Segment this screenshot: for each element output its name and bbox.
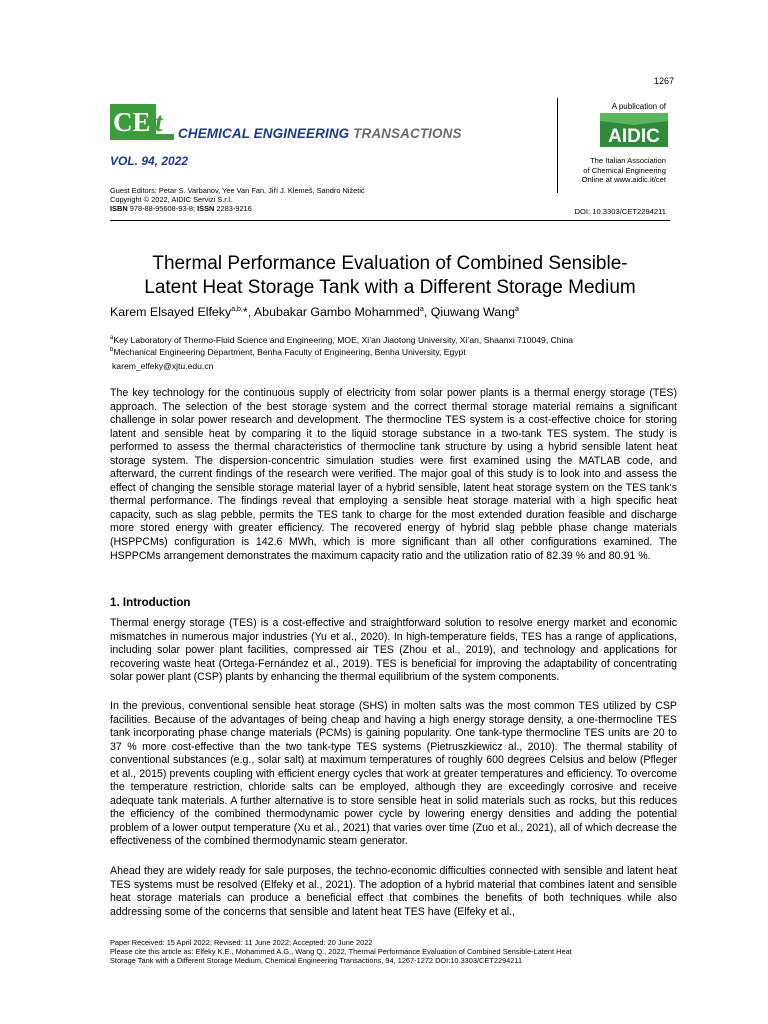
aidic-description (582, 156, 666, 185)
isbn-issn (110, 204, 365, 213)
paper-title-line: Thermal Performance Evaluation of Combined Sensible- (152, 253, 628, 274)
affiliation-marker: b (110, 347, 114, 354)
author-name: Qiuwang Wang (430, 305, 515, 319)
affiliation-text: Key Laboratory of Thermo-Fluid Science and Engineering, MOE, Xi’an Jiaotong University, Xi’an, Shaanxi 710049, China (113, 335, 574, 345)
publication-of-label: A publication of (611, 102, 666, 111)
affiliation-text: Mechanical Engineering Department, Benha Faculty of Engineering, Benha University, Egypt (113, 347, 466, 357)
copyright: Copyright © 2022, AIDIC Servizi S.r.l. (110, 195, 233, 205)
author-separator: , (247, 305, 254, 319)
author-affiliation-marker: a (419, 305, 424, 313)
isbn-value: 978-88-95608-93-8; (127, 204, 198, 214)
header-horizontal-divider (110, 220, 670, 221)
affiliation-marker: a (110, 335, 114, 342)
issn-label: ISSN (197, 204, 215, 214)
header-vertical-divider (557, 98, 558, 193)
aidic-logo-text: AIDIC (608, 126, 660, 147)
affiliation-a (110, 335, 573, 345)
abstract-text: The key technology for the continuous supply of electricity from solar power plants is a thermal energy storage (TES) approach. The selection of the best storage system and the correct thermal storage material remains a significant challenge in solar power research and development. The thermocline TES system is a cost-effective choice for storing latent and sensible heat by comparing it to the liquid storage substance in a two-tank TES system. The study is performed to assess the thermal characteristics of thermocline tank structure by using a hybrid sensible latent heat storage system. The dispersion-concentric simulation studies were first examined using the MATLAB code, and afterward, the current findings of the research were verified. The major goal of this study is to look into and assess the effect of changing the sensible storage material layer of a hybrid sensible, latent heat storage system on the TES tank's thermal performance. The findings reveal that employing a sensible heat storage material with a high specific heat capacity, such as slag pebble, permits the TES tank to charge for the most extended duration feasible and discharge more stored energy with greater efficiency. The recovered energy of hybrid slag pebble phase change materials (HSPPCMs) configuration is 142.6 MWh, which is more significant than all other configurations examined. The HSPPCMs arrangement demonstrates the maximum capacity ratio and the utilization ratio of 82.39 % and 80.91 %. (110, 387, 677, 562)
citation-line: Please cite this article as: Elfeky K.E., Mohammed A.G., Wang Q., 2022, Thermal Performance Evaluation of Combined Sensible-Latent Heat (110, 947, 572, 957)
journal-title-second: TRANSACTIONS (353, 126, 462, 141)
issn-value: 2283-9216 (214, 204, 252, 214)
footer (110, 938, 680, 966)
svg-text:t: t (155, 107, 163, 137)
paper-title-line: Latent Heat Storage Tank with a Different Storage Medium (144, 277, 636, 298)
body-paragraph: In the previous, conventional sensible heat storage (SHS) in molten salts was the most common TES utilized by CSP facilities. Because of the advantages of being cheap and having a high energy storage density, a one-thermocline TES tank incorporating phase change materials (PCMs) is gaining popularity. One tank-type thermocline TES units are 20 to 37 % more cost-effective than the two tank-type TES systems (Pietruszkiewicz al., 2010). The thermal stability of conventional substances (e.g., solar salt) at maximum temperatures of roughly 600 degrees Celsius and below (Pfleger et al., 2015) prevents coupling with efficient energy cycles that work at greater temperatures and efficiency. To overcome the temperature restriction, chloride salts can be employed, although they are exceedingly corrosive and receive adequate tank materials. A further alternative is to store sensible heat in solid materials such as rocks, but this reduces the efficiency of the combined thermodynamic power cycle by lowering energy densities and adding the potential problem of a lower output temperature (Xu et al., 2021) that varies over time (Zuo et al., 2021), all of which decrease the effectiveness of the combined thermodynamic steam generator. (110, 700, 677, 848)
corresponding-author-marker: * (242, 305, 248, 319)
author-affiliation-marker: a,b, (231, 305, 243, 313)
doi-label: DOI: 10.3303/CET2294211 (574, 207, 666, 216)
paper-title (100, 252, 680, 300)
aidic-desc-line: The Italian Association (590, 156, 666, 165)
page-number: 1267 (653, 76, 674, 86)
editors-block (110, 186, 365, 214)
affiliation-b (110, 347, 466, 357)
volume-label: VOL. 94, 2022 (110, 154, 189, 168)
section-heading: 1. Introduction (110, 596, 191, 609)
isbn-label: ISBN (110, 204, 128, 214)
svg-text:CE: CE (113, 107, 151, 137)
citation-line: Storage Tank with a Different Storage Medium, Chemical Engineering Transactions, 94, 1267-1272 DOI:10.3303/CET2294211 (110, 956, 523, 966)
cet-logo (110, 104, 174, 140)
paper-dates: Paper Received: 15 April 2022; Revised: 11 June 2022; Accepted: 20 June 2022 (110, 938, 373, 947)
authors-line (110, 305, 519, 319)
journal-title-first: CHEMICAL ENGINEERING (178, 126, 350, 141)
aidic-desc-line: of Chemical Engineering (583, 165, 666, 175)
corresponding-email: karem_elfeky@xjtu.edu.cn (112, 361, 214, 371)
author-affiliation-marker: a (514, 305, 519, 313)
body-paragraph: Thermal energy storage (TES) is a cost-effective and straightforward solution to resolve energy market and economic mismatches in numerous major industries (Yu et al., 2020). In high-temperature fields, TES has a range of applications, including solar power plant facilities, compressed air TES (Zhou et al., 2019), and technology and applications for recovering waste heat (Ortega-Fernández et al., 2019). TES is beneficial for improving the adaptability of concentrating solar power plant (CSP) plants by enhancing the thermal equilibrium of the system components. (110, 617, 677, 684)
aidic-logo (600, 113, 668, 147)
body-paragraph: Ahead they are widely ready for sale purposes, the techno-economic difficulties connected with sensible and latent heat TES systems must be resolved (Elfeky et al., 2021). The adoption of a hybrid material that combines latent and sensible heat storage materials can produce a beneficial effect that combines the benefits of both techniques while also addressing some of the concerns that sensible and latent heat TES have (Elfeky et al., (110, 865, 677, 918)
journal-title (178, 126, 462, 141)
aidic-desc-line: Online at www.aidic.it/cet (581, 175, 666, 185)
author-separator: , (423, 305, 431, 319)
guest-editors: Guest Editors: Petar S. Varbanov, Yee Van Fan, Jiří J. Klemeš, Sandro Nižetić (110, 186, 365, 195)
author-name: Abubakar Gambo Mohammed (253, 305, 420, 319)
author-name: Karem Elsayed Elfeky (110, 305, 232, 319)
